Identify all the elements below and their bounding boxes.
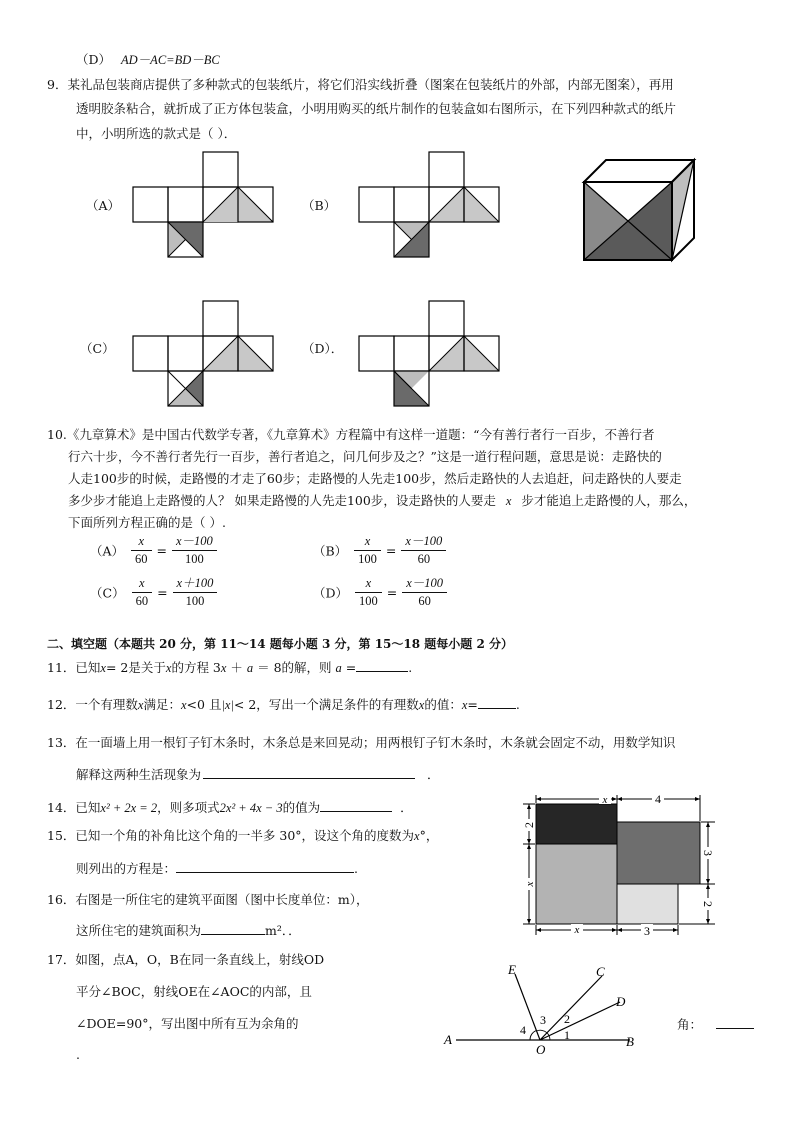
q10-option-d-label: （D） — [313, 585, 349, 601]
q10-a-left-den: 60 — [135, 552, 148, 566]
q9-option-a-label: （A） — [86, 198, 121, 213]
q9-option-b-label: （B） — [302, 198, 337, 213]
q11-var-x: x — [100, 661, 106, 675]
q8-option-d — [76, 52, 220, 68]
fp-top-4: 4 — [655, 792, 661, 806]
q11 — [47, 659, 412, 676]
q12 — [47, 696, 520, 713]
label-O: O — [536, 1042, 546, 1057]
q17-answer-blank[interactable] — [716, 1016, 754, 1029]
q10-option-b-label: （B） — [313, 543, 348, 559]
net-b-figure — [359, 152, 499, 257]
q10-line-2: 行六十步，今不善行者先行一百步，善行者追之，问几何步及之？”这是一道行程问题，意思是说：走路快的 — [68, 449, 662, 464]
q12-text-a: 12．一个有理数 — [47, 697, 138, 712]
q11-var-a: a — [246, 661, 254, 675]
q12-var-x2: x — [180, 698, 187, 712]
q10-d-right-den: 60 — [418, 594, 431, 608]
q10-b-eq: = — [385, 543, 397, 558]
q17-line-3: ∠DOE=90°，写出图中所有互为余角的 — [76, 1016, 299, 1031]
q12-end: . — [515, 697, 520, 712]
q11-text-a: 11．已知 — [47, 660, 101, 675]
q12-var-x4: x — [461, 698, 468, 712]
q15-line-1 — [47, 828, 438, 844]
q16-answer-blank[interactable] — [201, 922, 265, 935]
q10-d-left-num: x — [355, 575, 382, 593]
q10-c-right-den: 100 — [185, 594, 205, 608]
q11-answer-blank[interactable] — [356, 659, 408, 672]
q10-b-left-den: 100 — [358, 552, 377, 566]
q13-end: ． — [427, 767, 440, 782]
q12-text-g: < 2，写出一个满足条件的有理数 — [233, 697, 419, 712]
angle-3: 3 — [540, 1013, 546, 1027]
q12-text-i: 的值： — [424, 697, 462, 712]
q15-line-2 — [76, 860, 358, 877]
q10-c-left-num: x — [132, 575, 153, 593]
q15-line-2-text: 则列出的方程是： — [76, 861, 177, 876]
q10-option-d — [313, 575, 450, 610]
q16-unit: m²．． — [265, 923, 301, 938]
q10-option-c-label: （C） — [90, 585, 125, 601]
q14-text-a: 14．已知 — [47, 800, 101, 815]
q11-text-e: 的方程 3 — [171, 660, 221, 675]
q10-option-c — [90, 575, 220, 610]
q9-line-3: 中，小明所选的款式是（ ）． — [76, 126, 237, 141]
q15-var: x — [414, 829, 420, 843]
q17-line-4: . — [76, 1047, 80, 1062]
q9-option-c-label: （C） — [80, 341, 115, 356]
q10-d-right-num: x－100 — [402, 575, 447, 593]
q15-deg: °， — [419, 828, 439, 843]
q8-option-label: （D） — [76, 52, 112, 67]
q10-a-eq: = — [156, 543, 167, 558]
q11-end: . — [408, 660, 413, 675]
q14 — [47, 799, 413, 816]
q10-line-5: 下面所列方程正确的是（ ）. — [68, 515, 226, 530]
q10-b-left-num: x — [354, 533, 381, 551]
fp-left-2: 2 — [522, 822, 536, 828]
q10-option-b — [313, 533, 449, 568]
q10-option-a-label: （A） — [90, 543, 125, 559]
q10-c-left-den: 60 — [135, 594, 149, 608]
q11-var-x2: x — [165, 661, 172, 675]
q10-option-a — [90, 533, 220, 568]
net-a-figure — [133, 152, 273, 257]
q16-line-2-text: 这所住宅的建筑面积为 — [76, 923, 202, 938]
net-c-figure — [133, 301, 273, 406]
q13-line-1: 13．在一面墙上用一根钉子钉木条时，木条总是来回晃动；用两根钉子钉木条时，木条就会固定不动，用数学知识 — [47, 735, 676, 750]
q10-c-eq: = — [157, 585, 168, 600]
q10-a-left-num: x — [131, 533, 152, 551]
fp-bottom-3: 3 — [644, 924, 650, 938]
fp-bottom-x: x — [574, 924, 580, 936]
q9-option-d-label: （D）． — [302, 341, 344, 356]
q12-text-k: = — [467, 697, 478, 712]
fp-right-3: 3 — [701, 850, 715, 856]
q11-text-g: ＋ — [226, 660, 247, 675]
cube-figure — [584, 160, 696, 260]
q11-var-a2: a — [335, 661, 342, 675]
label-C: C — [596, 964, 605, 979]
q17-tail — [677, 1016, 754, 1033]
q11-text-c: = 2是关于 — [105, 660, 166, 675]
q10-a-right-den: 100 — [185, 552, 204, 566]
label-B: B — [626, 1034, 634, 1049]
q11-text-i: ＝ 8的解，则 — [253, 660, 336, 675]
q10-b-right-den: 60 — [417, 552, 431, 566]
q10-c-right-num: x＋100 — [173, 575, 218, 593]
q12-var-x: x — [137, 698, 144, 712]
q10-b-right-num: x－100 — [401, 533, 446, 551]
net-d-figure — [359, 301, 499, 406]
fp-right-2: 2 — [701, 901, 715, 907]
angle-2: 2 — [564, 1012, 570, 1026]
floor-plan-figure — [519, 794, 717, 936]
fp-left-x: x — [524, 881, 536, 887]
q11-text-k: = — [341, 660, 357, 675]
q13-line-2 — [76, 766, 440, 783]
q12-text-e: <0 且 — [186, 697, 222, 712]
q10-line-4-tail: 步才能追上走路慢的人，那么， — [521, 493, 697, 508]
q10-d-left-den: 100 — [359, 594, 378, 608]
q10-line-4-text: 多少步才能追上走路慢的人？ 如果走路慢的人先走100步，设走路快的人要走 — [68, 493, 496, 508]
q9-line-2: 透明胶条粘合，就折成了正方体包装盒，小明用购买的纸片制作的包装盒如右图所示，在下列四种款式的纸片 — [76, 101, 677, 116]
q16-line-2 — [76, 922, 301, 939]
q15-text: 15．已知一个角的补角比这个角的一半多 30°，设这个角的度数为 — [47, 828, 415, 843]
q10-line-3: 人走100步的时候，走路慢的才走了60步；走路慢的人先走100步，然后走路快的人去追赶，问走路快的人要走 — [68, 471, 682, 486]
q11-var-x3: x — [220, 661, 227, 675]
q10-line-1: 10.《九章算术》是中国古代数学专著，《九章算术》方程篇中有这样一道题：“今有善行者行一百步，不善行者 — [47, 427, 655, 442]
q12-answer-blank[interactable] — [478, 696, 516, 709]
fp-top-x: x — [602, 794, 608, 806]
angle-1: 1 — [564, 1028, 570, 1042]
label-D: D — [616, 994, 626, 1009]
q8-formula: AD－AC=BD－BC — [121, 53, 220, 67]
q12-abs-x: |x| — [221, 698, 234, 712]
q16-line-1: 16．右图是一所住宅的建筑平面图（图中长度单位：m）， — [47, 892, 369, 907]
q10-var: x — [505, 494, 512, 508]
angle-4: 4 — [520, 1023, 526, 1037]
q12-text-c: 满足： — [143, 697, 181, 712]
q14-text-e: 的值为 — [282, 800, 321, 815]
q14-expr-1: x² + 2x = 2 — [100, 801, 158, 815]
q17-line-2: 平分∠BOC，射线OE在∠AOC的内部，且 — [76, 984, 312, 999]
q17-line-1: 17．如图，点A，O，B在同一条直线上，射线OD — [47, 952, 325, 967]
q13-answer-blank[interactable] — [203, 766, 415, 779]
q10-d-eq: = — [386, 585, 398, 600]
angle-figure — [440, 960, 640, 1055]
q15-end: . — [354, 861, 358, 876]
q13-line-2-text: 解释这两种生活现象为 — [76, 767, 202, 782]
q14-text-c: ，则多项式 — [157, 800, 220, 815]
q10-a-right-num: x－100 — [172, 533, 217, 551]
q10-line-4 — [68, 493, 696, 509]
q14-expr-2: 2x² + 4x − 3 — [219, 801, 283, 815]
q14-answer-blank[interactable] — [320, 799, 392, 812]
q9-line-1: 9．某礼品包装商店提供了多种款式的包装纸片，将它们沿实线折叠（图案在包装纸片的外部，内部无图案），再用 — [47, 77, 674, 92]
q15-answer-blank[interactable] — [176, 860, 354, 873]
q14-end: ． — [400, 800, 413, 815]
section-2-title: 二、填空题（本题共 20 分，第 11～14 题每小题 3 分，第 15～18 题每小题 2 分） — [47, 637, 513, 651]
q17-tail-text: 角： — [677, 1017, 703, 1032]
q12-var-x3: x — [418, 698, 425, 712]
label-A: A — [444, 1032, 452, 1047]
label-E: E — [508, 962, 516, 977]
